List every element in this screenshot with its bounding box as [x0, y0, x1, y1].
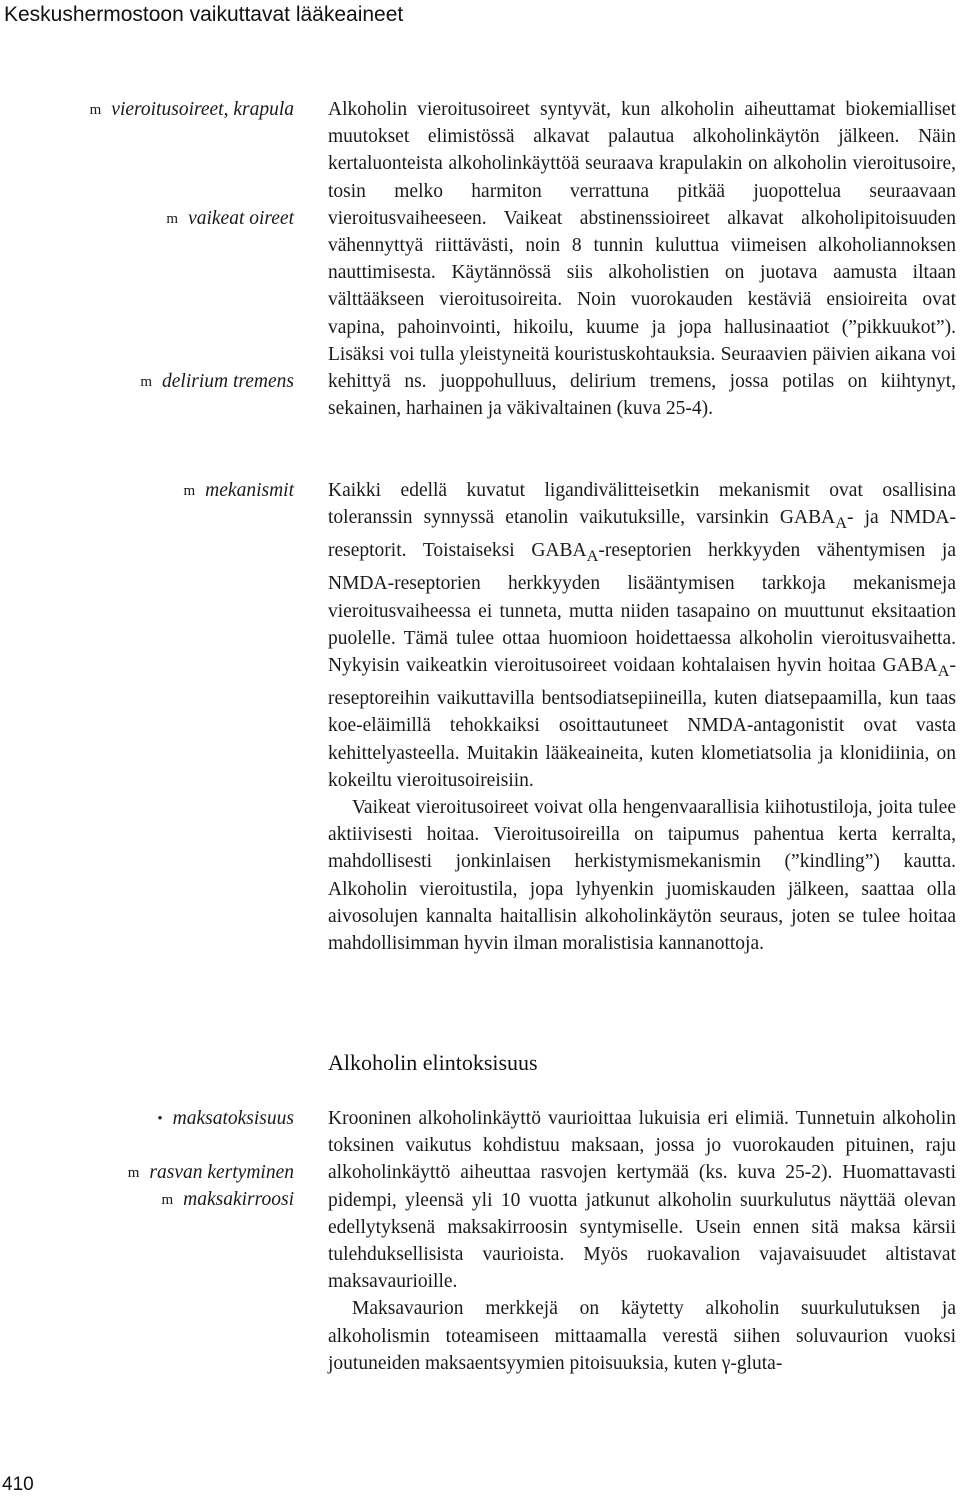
margin-note-mechanisms — [184, 477, 295, 505]
text-run: -reseptorien herkkyyden vähentymisen ja NMDA-reseptorien herkkyyden lisääntymisen tarkkoja mekanismeja vieroitusvaiheessa ei tunneta, mutta niiden tasapaino on muuttunut eksitaation puolelle. Tämä tulee ottaa huomioon hoidettaessa alkoholin vieroitusvaihetta. Nykyisin vaikeatkin vieroitusoireet voidaan kohtalaisen hyvin hoitaa GABA — [328, 540, 956, 676]
bullet-icon: m — [140, 374, 153, 390]
section-heading: Alkoholin elintoksisuus — [328, 1050, 538, 1075]
subscript: A — [937, 661, 950, 680]
body-text-organ-toxicity — [328, 1105, 956, 1377]
paragraph: Maksavaurion merkkejä on käytetty alkoholin suurkulutuksen ja alkoholismin toteamiseen mittaamalla verestä siihen soluvaurion vuoksi joutuneiden maksaentsyymien pitoisuuksia, kuten γ-gluta- — [328, 1298, 956, 1374]
running-header: Keskushermostoon vaikuttavat lääkeaineet — [4, 3, 404, 26]
paragraph: Krooninen alkoholinkäyttö vaurioittaa lukuisia eri elimiä. Tunnetuin alkoholin toksinen vaikutus kohdistuu maksaan, jossa jo vuorokauden pituinen, raju alkoholinkäyttö aiheuttaa rasvojen kertymää (ks. kuva 25-2). Huomattavasti pidempi, yleensä yli 10 vuotta jatkunut alkoholin suurkulutus näyttää olevan edellytyksenä maksakirroosin syntymiselle. Usein ennen sitä maksa kärsii tulehduksellisista vaurioista. Myös ruokavalion vajavaisuudet altistavat maksavaurioille. — [328, 1108, 956, 1293]
body-text-mechanisms — [328, 477, 956, 957]
bullet-icon: m — [127, 1165, 140, 1181]
bullet-icon: m — [183, 483, 196, 499]
margin-note-cirrhosis — [161, 1186, 294, 1214]
margin-note-fat-accumulation — [128, 1159, 294, 1187]
bullet-icon: m — [166, 211, 179, 227]
margin-note-label: delirium tremens — [162, 371, 294, 392]
bullet-icon: m — [89, 102, 102, 118]
margin-note-withdrawal — [90, 96, 294, 124]
margin-note-label: maksatoksisuus — [172, 1108, 294, 1129]
body-text-withdrawal — [328, 96, 956, 422]
margin-note-label: maksakirroosi — [183, 1189, 294, 1210]
margin-note-severe-symptoms — [166, 205, 294, 233]
paragraph — [328, 477, 956, 794]
margin-note-label: mekanismit — [205, 480, 294, 501]
dot-bullet-icon: • — [157, 1111, 163, 1127]
margin-note-label: rasvan kertyminen — [149, 1162, 294, 1183]
text-run: -reseptoreihin vaikuttavilla bentsodiatsepiineilla, kuten diatsepaamilla, kun taas koe-eläimillä tehokkaiksi osoittautuneet NMDA-antagonistit ovat vasta kehittelyasteella. Muitakin lääkeaineita, kuten klometiatsolia ja klonidiinia, on kokeiltu vieroitusoireisiin. — [328, 655, 956, 791]
margin-note-label: vieroitusoireet, krapula — [111, 99, 294, 120]
margin-note-liver-toxicity — [157, 1105, 294, 1133]
paragraph: Alkoholin vieroitusoireet syntyvät, kun alkoholin aiheuttamat biokemialliset muutokset elimistössä alkavat palautua alkoholinkäytön jälkeen. Näin kertaluonteista alkoholinkäyttöä seuraava krapulakin on alkoholin vieroitusoire, tosin melko harmiton verrattuna pitkää juopottelua seuraavaan vieroitusvaiheeseen. Vaikeat abstinenssioireet alkavat alkoholipitoisuuden vähennyttyä riittävästi, noin 8 tunnin kuluttua viimeisen alkoholiannoksen nauttimisesta. Käytännössä siis alkoholistien on juotava aamusta iltaan välttääkseen vieroitusoireita. Noin vuorokauden kestäviä ensioireita ovat vapina, pahoinvointi, hikoilu, kuume ja jopa hallusinaatiot (”pikkuukot”). Lisäksi voi tulla yleistyneitä kouristuskohtauksia. Seuraavien päivien aikana voi kehittyä ns. juoppohulluus, delirium tremens, jossa potilas on kiihtynyt, sekainen, harhainen ja väkivaltainen (kuva 25-4). — [328, 99, 956, 420]
text-run: - ja NMDA-reseptorit. Toistaiseksi GABA — [328, 507, 956, 562]
subscript: A — [835, 514, 847, 533]
bullet-icon: m — [161, 1192, 174, 1208]
page-number: 410 — [2, 1474, 34, 1495]
margin-note-delirium — [140, 368, 294, 396]
text-run: Kaikki edellä kuvatut ligandivälitteisetkin mekanismit ovat osallisina toleranssin synnyssä etanolin vaikutuksille, varsinkin GABA — [328, 480, 956, 529]
margin-note-label: vaikeat oireet — [188, 208, 294, 229]
subscript: A — [586, 547, 599, 566]
paragraph: Vaikeat vieroitusoireet voivat olla hengenvaarallisia kiihotustiloja, joita tulee aktiivisesti hoitaa. Vieroitusoireilla on taipumus pahentua kerta kerralta, mahdollisesti jonkinlaisen herkistymismekanismin (”kindling”) kautta. Alkoholin vieroitustila, jopa lyhyenkin juomiskauden jälkeen, saattaa olla aivosolujen kannalta haitallisin alkoholinkäytön seuraus, joten se tulee hoitaa mahdollisimman hyvin ilman moralistisia kannanottoja. — [328, 796, 956, 954]
